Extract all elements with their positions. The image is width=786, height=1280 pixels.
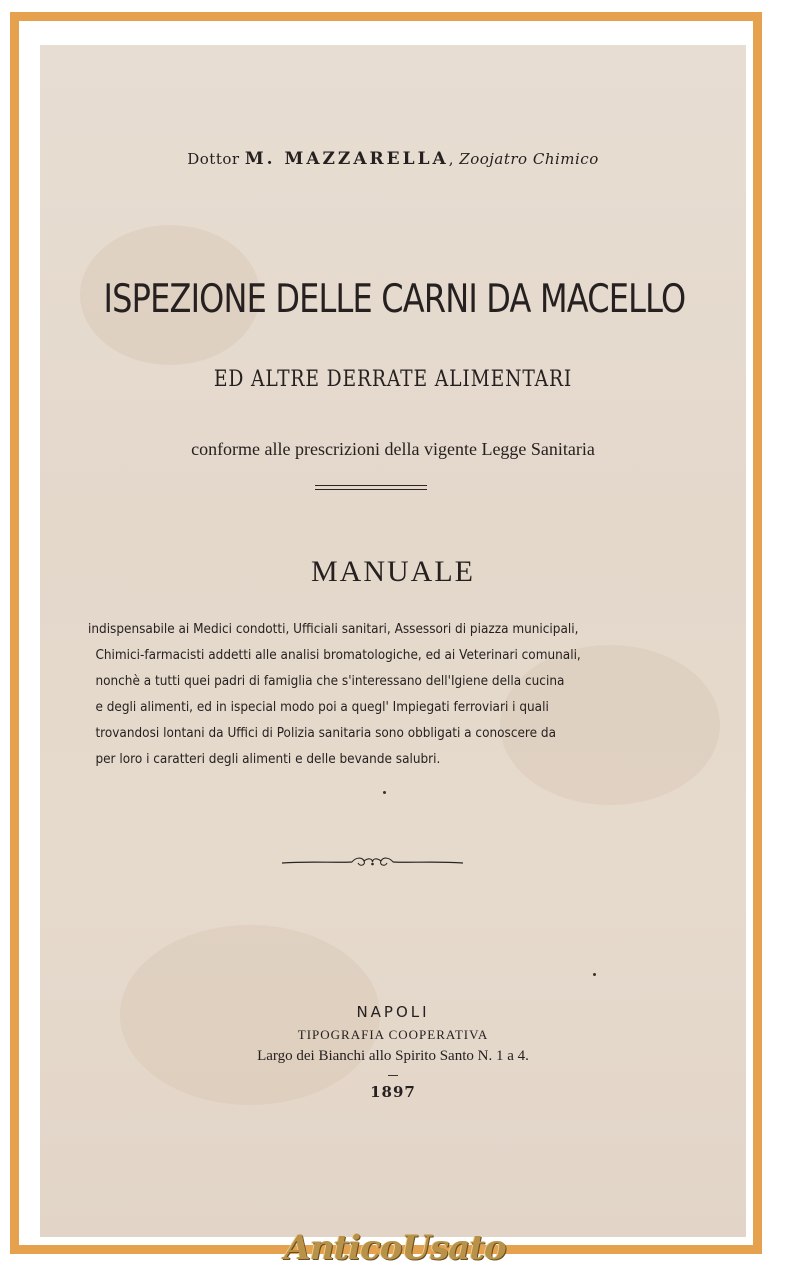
ornament-divider	[280, 855, 465, 869]
imprint-city: NAPOLI	[356, 1003, 430, 1021]
conforme-line: conforme alle prescrizioni della vigente Legge Sanitaria	[191, 439, 595, 459]
description-line: indispensabile ai Medici condotti, Ufficiali sanitari, Assessori di piazza municipali,	[88, 622, 579, 637]
description-line: Chimici-farmacisti addetti alle analisi bromatologiche, ed ai Veterinari comunali,	[95, 648, 581, 663]
description-line: per loro i caratteri degli alimenti e delle bevande salubri.	[95, 752, 441, 767]
ink-dot	[383, 791, 386, 794]
ink-dot	[593, 973, 596, 976]
imprint-year: 1897	[370, 1083, 416, 1101]
description-block	[88, 617, 718, 773]
book-title: ISPEZIONE DELLE CARNI DA MACELLO	[103, 277, 686, 322]
double-rule-divider	[315, 485, 427, 490]
author-title: Zoojatro Chimico	[459, 150, 599, 168]
imprint-address: Largo dei Bianchi allo Spirito Santo N. 1 a 4.	[257, 1048, 529, 1064]
manuale-heading: MANUALE	[311, 555, 475, 588]
description-line: trovandosi lontani da Uffici di Polizia sanitaria sono obbligati a conoscere da	[95, 726, 556, 741]
author-separator: ,	[448, 150, 454, 168]
author-line	[40, 149, 746, 169]
author-name: M. MAZZARELLA	[244, 149, 449, 169]
book-subtitle: ED ALTRE DERRATE ALIMENTARI	[213, 367, 573, 392]
author-prefix: Dottor	[187, 150, 240, 168]
anticousato-watermark: AnticoUsato	[284, 1228, 506, 1268]
short-dash	[388, 1075, 398, 1076]
description-line: nonchè a tutti quei padri di famiglia che s'interessano dell'Igiene della cucina	[95, 674, 565, 689]
description-line: e degli alimenti, ed in ispecial modo poi a quegl' Impiegati ferroviari i quali	[95, 700, 549, 715]
imprint-printer: TIPOGRAFIA COOPERATIVA	[297, 1027, 489, 1042]
title-page	[40, 45, 746, 1237]
